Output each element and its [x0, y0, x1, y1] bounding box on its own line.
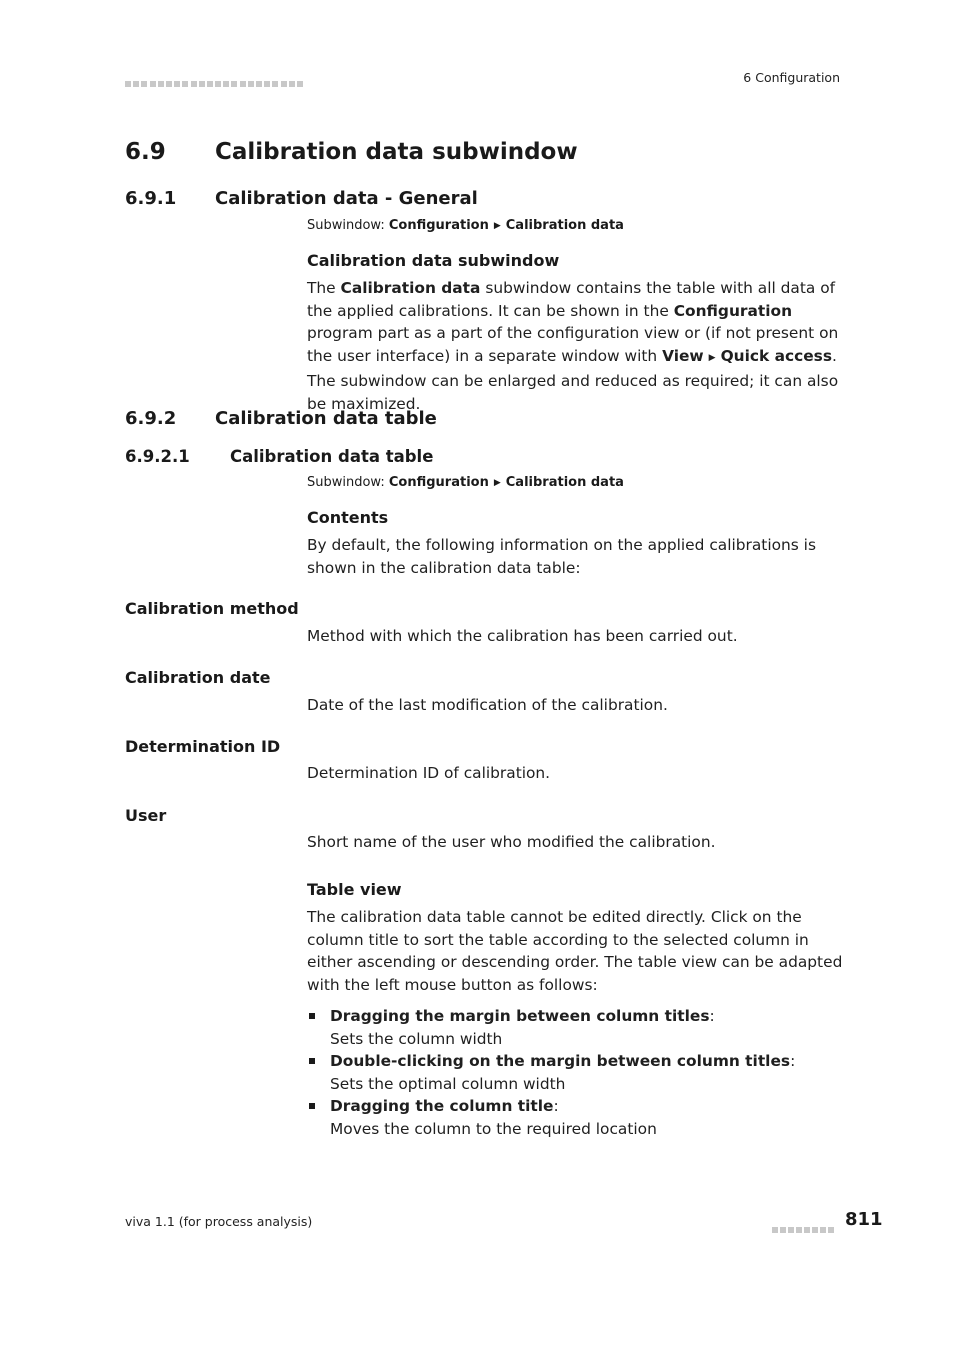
bullet-desc: Moves the column to the required location [330, 1119, 657, 1138]
footer-decoration [772, 1218, 842, 1225]
list-item: Double-clicking on the margin between column titles: Sets the optimal column width [307, 1050, 847, 1095]
path-prefix: Subwindow: [307, 475, 389, 490]
section-heading [125, 139, 578, 165]
bullet-icon [309, 1103, 315, 1109]
bullet-title: Double-clicking on the margin between column titles [330, 1052, 791, 1071]
term-calibration-date: Calibration date [125, 668, 271, 687]
subsubsection-number: 6.9.2.1 [125, 447, 190, 466]
text: subwindow contains the table with all data of the applied calibrations. It can be shown in the [307, 279, 836, 320]
path-configuration: Configuration [388, 475, 489, 490]
def-user: Short name of the user who modified the calibration. [307, 833, 716, 851]
term-user: User [125, 806, 167, 825]
bullet-list [307, 1005, 847, 1141]
menu-view: View [662, 346, 704, 365]
text: program part as a part of the configuration view or (if not present on the user interface) in a separate window with [307, 324, 839, 365]
bullet-desc: Sets the column width [330, 1029, 503, 1048]
calibration-subwindow-heading: Calibration data subwindow [307, 251, 560, 270]
menu-quick-access: Quick access [720, 346, 833, 365]
path-calibration-data: Calibration data [505, 475, 624, 490]
path-separator-icon: ▶ [493, 221, 501, 231]
def-determination-id: Determination ID of calibration. [307, 764, 551, 782]
path-separator-icon: ▶ [493, 478, 501, 488]
text: . The subwindow can be enlarged and reduced as required; it can also be maximized. [307, 346, 839, 413]
table-view-description: The calibration data table cannot be edited directly. Click on the column title to sort the table according to the selected column in either ascending or descending order. The table view can be adapted with the left mouse button as follows: [307, 908, 843, 994]
term-determination-id: Determination ID [125, 737, 281, 756]
contents-description: By default, the following information on the applied calibrations is shown in the calibration data table: [307, 536, 816, 577]
header-decoration [125, 72, 307, 79]
bullet-icon [309, 1013, 315, 1019]
section-number: 6.9 [125, 139, 166, 165]
subsubsection-title: Calibration data table [230, 447, 434, 466]
def-calibration-date: Date of the last modification of the calibration. [307, 696, 668, 714]
subsection-heading-general [125, 188, 478, 209]
subsection-number: 6.9.2 [125, 408, 177, 429]
calibration-subwindow-description [307, 277, 843, 416]
path-prefix: Subwindow: [307, 218, 389, 233]
bullet-desc: Sets the optimal column width [330, 1074, 566, 1093]
list-item: Dragging the margin between column titles: Sets the column width [307, 1005, 847, 1050]
bullet-title: Dragging the column title [330, 1097, 554, 1116]
page-number: 811 [845, 1209, 883, 1230]
contents-heading: Contents [307, 508, 389, 527]
subsection-title: Calibration data table [215, 408, 437, 429]
emphasis: Calibration data [340, 279, 481, 297]
subsection-heading-table [125, 408, 437, 429]
path-calibration-data: Calibration data [505, 218, 624, 233]
path-configuration: Configuration [388, 218, 489, 233]
term-calibration-method: Calibration method [125, 599, 299, 618]
section-title: Calibration data subwindow [215, 139, 578, 165]
footer-product: viva 1.1 (for process analysis) [125, 1214, 313, 1229]
subwindow-path [307, 218, 624, 233]
table-view-heading: Table view [307, 880, 402, 899]
list-item: Dragging the column title: Moves the column to the required location [307, 1095, 847, 1140]
subwindow-path [307, 475, 624, 490]
subsection-number: 6.9.1 [125, 188, 177, 209]
emphasis: Configuration [673, 301, 793, 320]
subsection-title: Calibration data - General [215, 188, 478, 209]
text: The [307, 279, 341, 297]
bullet-title: Dragging the margin between column titles [330, 1007, 710, 1025]
def-calibration-method: Method with which the calibration has been carried out. [307, 627, 738, 645]
subsubsection-heading [125, 447, 433, 466]
menu-separator-icon: ▶ [708, 352, 716, 363]
bullet-icon [309, 1058, 315, 1064]
header-chapter: 6 Configuration [743, 70, 840, 85]
